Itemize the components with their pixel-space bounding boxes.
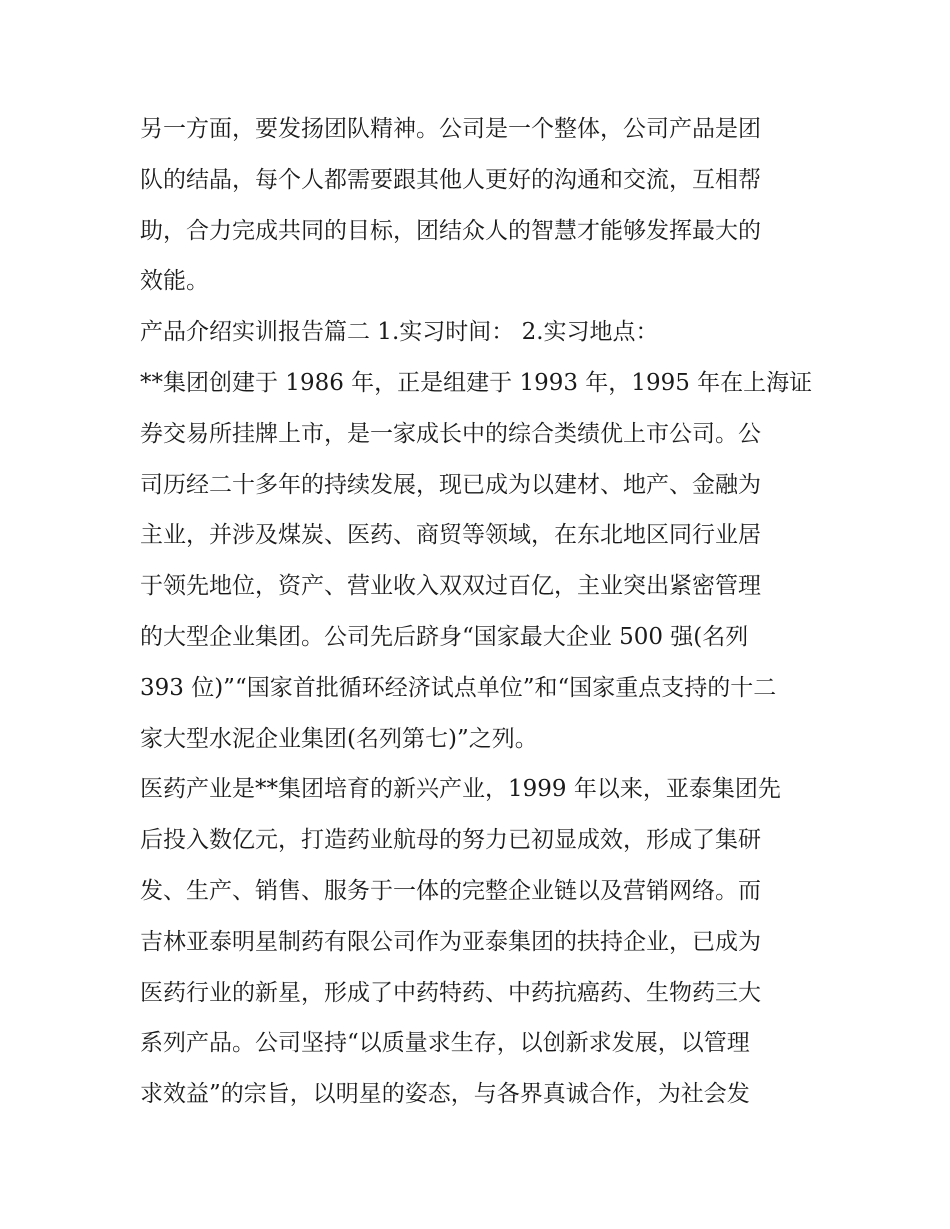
text-line: 于领先地位，资产、营业收入双双过百亿，主业突出紧密管理 <box>140 573 761 600</box>
section-heading <box>140 307 820 358</box>
text-line: 司历经二十多年的持续发展，现已成为以建材、地产、金融为 <box>140 471 761 498</box>
text-line: 后投入数亿元，打造药业航母的努力已初显成效，形成了集研 <box>140 827 761 854</box>
text-line: 393 位)”“国家首批循环经济试点单位”和“国家重点支持的十二 <box>140 674 777 701</box>
text-line: 医药行业的新星，形成了中药特药、中药抗癌药、生物药三大 <box>140 979 761 1006</box>
text-line: 队的结晶，每个人都需要跟其他人更好的沟通和交流，互相帮 <box>140 166 761 193</box>
document-body <box>140 104 820 1120</box>
text-line: 系列产品。公司坚持“以质量求生存，以创新求发展，以管理 <box>140 1030 750 1057</box>
text-line: 发、生产、销售、服务于一体的完整企业链以及营销网络。而 <box>140 877 761 904</box>
text-line: 家大型水泥企业集团(名列第七)”之列。 <box>140 725 538 752</box>
paragraph-team-spirit <box>140 104 820 307</box>
text-line: 吉林亚泰明星制药有限公司作为亚泰集团的扶持企业，已成为 <box>140 928 761 955</box>
heading-line: 产品介绍实训报告篇二 1.实习时间： 2.实习地点： <box>140 319 659 346</box>
text-line: 主业，并涉及煤炭、医药、商贸等领域，在东北地区同行业居 <box>140 522 761 549</box>
paragraph-pharma-industry <box>140 764 820 1120</box>
text-line: 的大型企业集团。公司先后跻身“国家最大企业 500 强(名列 <box>140 623 749 650</box>
text-line: 助，合力完成共同的目标，团结众人的智慧才能够发挥最大的 <box>140 217 761 244</box>
text-line: 医药产业是**集团培育的新兴产业，1999 年以来，亚泰集团先 <box>140 776 781 803</box>
paragraph-group-intro <box>140 358 820 764</box>
text-line: **集团创建于 1986 年，正是组建于 1993 年，1995 年在上海证 <box>140 369 813 396</box>
text-line: 求效益”的宗旨，以明星的姿态，与各界真诚合作，为社会发 <box>140 1081 750 1108</box>
text-line: 另一方面，要发扬团队精神。公司是一个整体，公司产品是团 <box>140 116 761 142</box>
text-line: 券交易所挂牌上市，是一家成长中的综合类绩优上市公司。公 <box>140 420 761 447</box>
text-line: 效能。 <box>140 268 209 295</box>
